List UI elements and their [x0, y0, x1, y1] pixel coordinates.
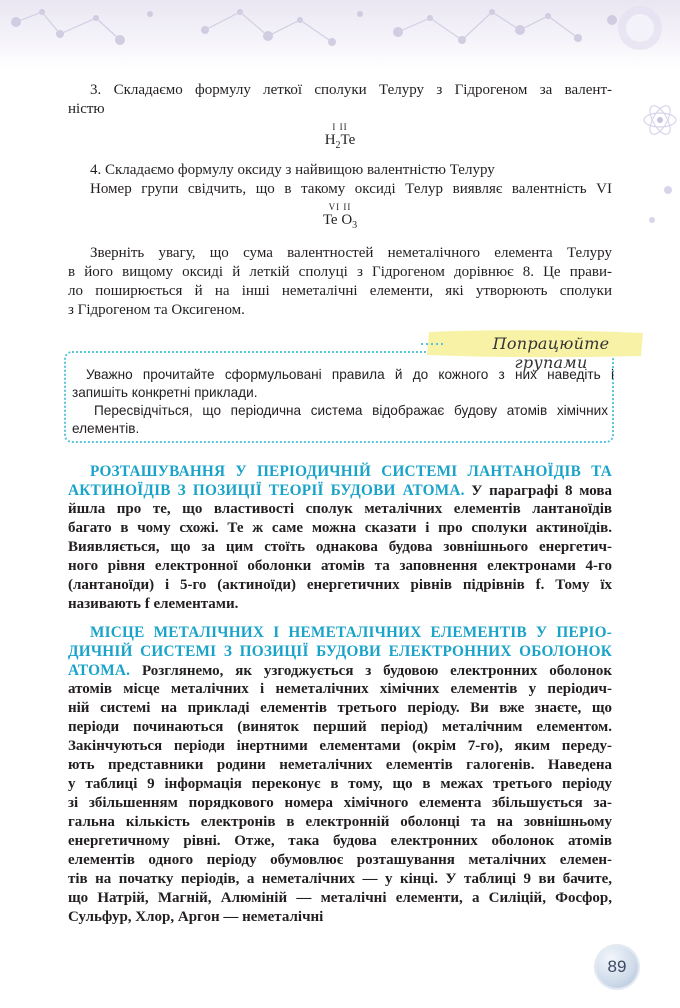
- page-number: 89: [596, 946, 638, 988]
- formula-valence: I II: [332, 122, 348, 132]
- formula-h2te: [300, 122, 380, 154]
- section1-line: багато в чому схожі. Те ж саме можна сказати і про сполуки актиноїдів.: [68, 520, 612, 536]
- section1-text: У параграфі 8 мова: [471, 483, 612, 499]
- step3-line1: 3. Складаємо формулу леткої сполуки Телуру з Гідрогеном за валент-: [90, 82, 612, 98]
- section2-line: енергетичному рівні. Отже, така будова електронних оболонок атомів: [68, 833, 612, 849]
- section2-line: атомів місце металічних і неметалічних хімічних елементів у періодич-: [68, 681, 612, 697]
- task-line: Пересвідчіться, що періодична система відображає будову атомів хімічних: [94, 403, 608, 418]
- note-line: в його вищому оксиді й леткій сполуці з Гідрогеном дорівнює 8. Це прави-: [68, 264, 612, 280]
- section2-line: ють представники родини неметалічних елементів галогенів. Наведена: [68, 757, 612, 773]
- section2-line: Сульфур, Хлор, Аргон — неметалічні: [68, 909, 324, 925]
- molecule-pattern-icon: [0, 0, 680, 70]
- section2-line: гальна кількість електронів в електронній оболонці та на зовнішньому: [68, 814, 612, 830]
- section2-line: що Натрій, Магній, Алюміній — металічні елементи, а Силіцій, Фосфор,: [68, 890, 612, 906]
- note-line: Зверніть увагу, що сума валентностей неметалічного елемента Телуру: [90, 245, 612, 261]
- section1-line: йшла про те, що властивості сполук металічних елементів лантаноїдів: [68, 501, 612, 517]
- note-line: ло поширюється й на інші неметалічні елементи, які утворюють сполуки: [68, 283, 612, 299]
- step4-line2: Номер групи свідчить, що в такому оксиді Телур виявляє валентність VI: [90, 181, 612, 197]
- section1-heading-line1: РОЗТАШУВАННЯ У ПЕРІОДИЧНІЙ СИСТЕМІ ЛАНТАНОЇДІВ ТА: [90, 463, 612, 480]
- section1-heading-line2: АКТИНОЇДІВ З ПОЗИЦІЇ ТЕОРІЇ БУДОВИ АТОМА. У параграфі 8 мова: [68, 482, 612, 499]
- formula-teo3: [300, 202, 380, 234]
- section1-line: називають f елементами.: [68, 596, 239, 612]
- formula-subscript: 3: [352, 220, 358, 231]
- section1-line: (лантаноїди) і 5-го (актиноїди) енергетичних рівнів підрівнів f. Тому їх: [68, 577, 612, 593]
- section1-line: ного рівня електронної оболонки атомів та заповнення електронами 4-го: [68, 558, 612, 574]
- formula-symbol: Te O: [322, 212, 353, 228]
- section2-line: зі збільшенням порядкового номера хімічного елемента збільшується за-: [68, 795, 612, 811]
- step3-line2: ністю: [68, 101, 105, 117]
- formula-symbol: H: [324, 132, 336, 148]
- section2-heading-line3: АТОМА. Розглянемо, як узгоджується з будовою електронних оболонок: [68, 662, 612, 679]
- task-tag-label: Попрацюйте групами: [492, 334, 610, 372]
- section2-line: Закінчуються періоди інертними елементами (окрім 7-го), яким переду-: [68, 738, 612, 754]
- section2-line: у таблиці 9 інформація переконує в тому, що в межах третього періоду: [68, 776, 612, 792]
- section2-heading-line2: ДИЧНІЙ СИСТЕМІ З ПОЗИЦІЇ БУДОВИ ЕЛЕКТРОННИХ ОБОЛОНОК: [68, 643, 612, 660]
- formula-valence: VI II: [328, 202, 352, 212]
- task-line: елементів.: [72, 421, 140, 436]
- note-line: з Гідрогеном та Оксигеном.: [68, 302, 245, 318]
- task-line: Уважно прочитайте сформульовані правила й до кожного з них наведіть і: [86, 367, 614, 382]
- step4-line1: 4. Складаємо формулу оксиду з найвищою валентністю Телуру: [90, 162, 495, 178]
- section1-line: Виявляється, що за цим стоїть однакова будова зовнішнього енергетич-: [68, 539, 612, 555]
- formula-symbol-2: Te: [340, 132, 356, 148]
- header-decoration: [0, 0, 680, 70]
- section2-heading-line1: МІСЦЕ МЕТАЛІЧНИХ І НЕМЕТАЛІЧНИХ ЕЛЕМЕНТІВ У ПЕРІО-: [90, 624, 612, 641]
- formula-subscript: 2: [335, 140, 341, 151]
- section2-text: Розглянемо, як узгоджується з будовою електронних оболонок: [141, 663, 612, 679]
- section2-line: елементів одного періоду обумовлює розташування металічних елемен-: [68, 852, 612, 868]
- section2-line: періоди починаються (виняток перший період) металічним елементом.: [68, 719, 612, 735]
- section2-line: ній системі на прикладі елементів третього періоду. Ви вже знаєте, що: [68, 700, 612, 716]
- section2-line: тів на початку періодів, а неметалічних — у кінці. У таблиці 9 ви бачите,: [68, 871, 612, 887]
- task-line: запишіть конкретні приклади.: [72, 385, 258, 400]
- atom-decoration-icon: [630, 70, 680, 250]
